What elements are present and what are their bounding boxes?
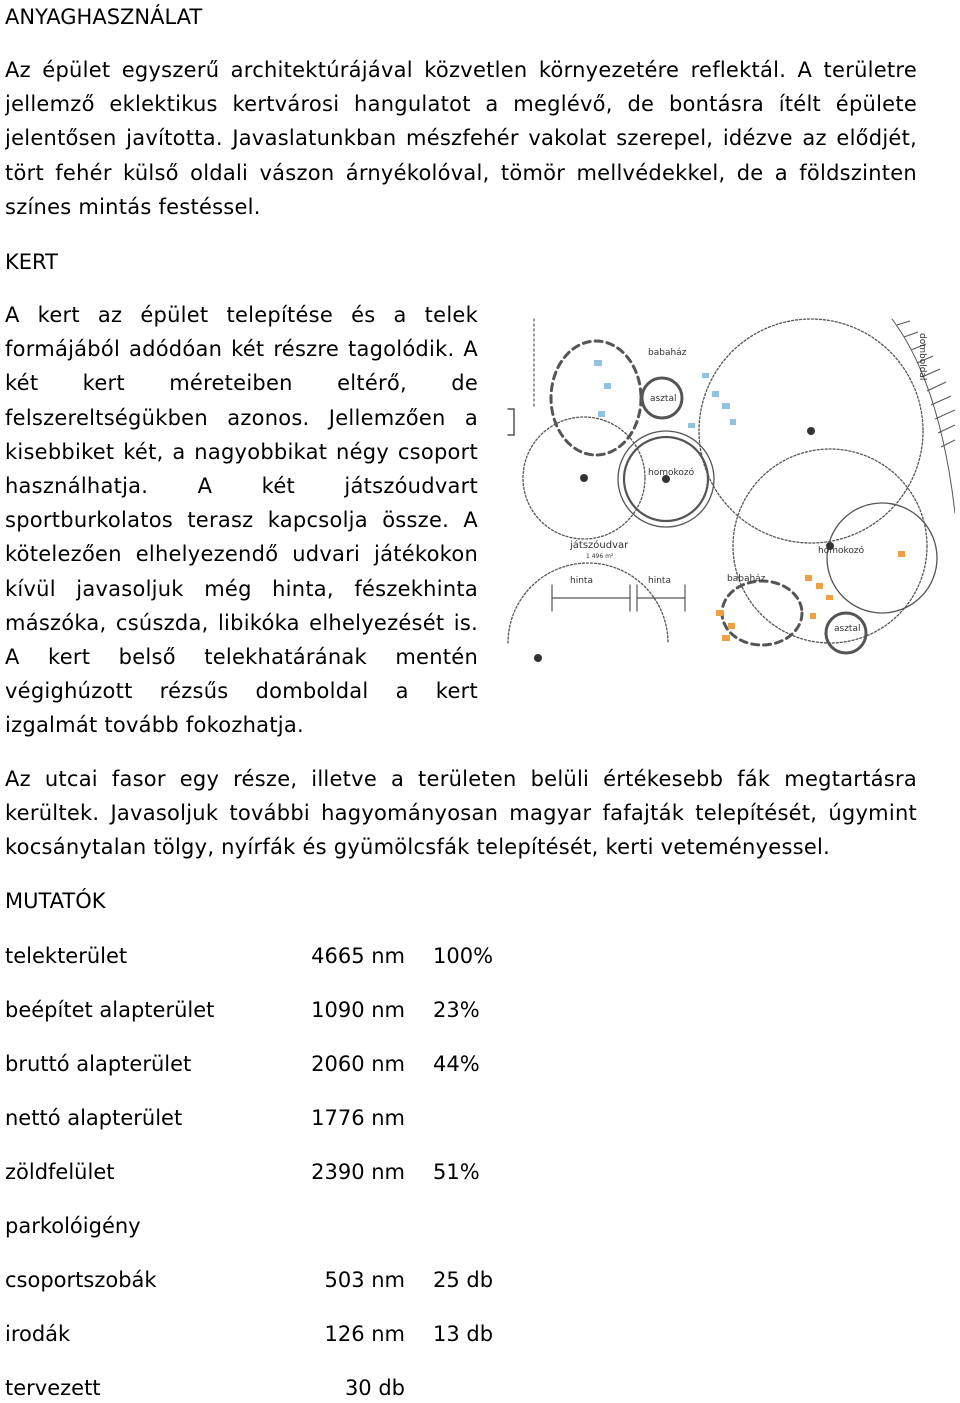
metric-row xyxy=(5,1373,605,1403)
metric-value: 126 nm xyxy=(324,1322,405,1346)
metric-label: zöldfelület xyxy=(5,1160,115,1184)
metric-value: 30 db xyxy=(344,1376,405,1400)
metric-label: parkolóigény xyxy=(5,1214,141,1238)
label-hinta-2: hinta xyxy=(648,576,671,586)
label-asztal-upper: asztal xyxy=(650,394,677,404)
text-line: használhatja. A két játszóudvart xyxy=(5,473,478,498)
text-line: felszereltségükben azonos. Jellemzően a xyxy=(5,405,478,430)
tree-canopy-bottom-left xyxy=(508,563,668,643)
plan-bracket xyxy=(508,409,514,435)
garden-paragraph xyxy=(5,298,478,742)
text-line: Az utcai fasor egy része, illetve a területen belüli értékesebb fák megtartásra xyxy=(5,767,917,791)
metric-row xyxy=(5,1319,605,1349)
heading-garden: KERT xyxy=(5,250,58,274)
text-line: Az épület egyszerű architektúrájával közvetlen környezetére reflektál. A területre xyxy=(5,58,917,82)
text-line: A kert az épület telepítése és a telek xyxy=(5,303,478,327)
metric-extra: 100% xyxy=(433,944,494,968)
metric-row xyxy=(5,995,605,1025)
metric-label: beépítet alapterület xyxy=(5,998,215,1022)
metric-row xyxy=(5,1049,605,1079)
label-asztal-lower: asztal xyxy=(834,624,861,634)
metric-row xyxy=(5,1103,605,1133)
metric-extra: 13 db xyxy=(433,1322,494,1346)
babahaz-oval-lower xyxy=(722,581,802,645)
trees-paragraph xyxy=(5,762,917,865)
metric-label: telekterület xyxy=(5,944,128,968)
metric-value: 1776 nm xyxy=(311,1106,405,1130)
label-domboldal: domboldal xyxy=(917,333,927,381)
text-line: jellemző eklektikus kertvárosi hangulatot a meglévő, de bontásra ítélt épülete xyxy=(5,92,917,117)
text-line: kívül javasoljuk még hinta, fészekhinta xyxy=(5,576,478,601)
text-line: színes mintás festéssel. xyxy=(5,194,261,219)
metric-extra: 51% xyxy=(433,1160,480,1184)
heading-material: ANYAGHASZNÁLAT xyxy=(5,5,203,29)
label-jatszoudvar-area: 1 496 m² xyxy=(586,553,614,560)
metric-extra: 44% xyxy=(433,1052,480,1076)
text-line: végighúzott rézsűs domboldal a kert xyxy=(5,679,478,704)
text-line: sportburkolatos terasz kapcsolja össze. A xyxy=(5,508,478,533)
label-babahaz-lower: babaház xyxy=(727,574,766,584)
metric-value: 4665 nm xyxy=(311,944,405,968)
metric-row xyxy=(5,1265,605,1295)
heading-metrics: MUTATÓK xyxy=(5,889,106,913)
text-line: A kert belső telekhatárának mentén xyxy=(5,644,478,669)
metric-row xyxy=(5,1211,605,1241)
text-line: kocsánytalan tölgy, nyírfák és gyümölcsfák telepítését, kerti veteményessel. xyxy=(5,835,831,860)
homokozo-lower-outer xyxy=(827,503,937,613)
label-homokozo-upper: homokozó xyxy=(648,468,695,478)
label-babahaz-upper: babaház xyxy=(648,348,687,358)
text-line: mászóka, csúszda, libikóka elhelyezését is. xyxy=(5,610,478,635)
text-line: izgalmát tovább fokozhatja. xyxy=(5,713,304,738)
metric-label: nettó alapterület xyxy=(5,1106,183,1130)
text-line: tört fehér külső oldali vászon árnyékolóval, tömör mellvédekkel, de a földszinten xyxy=(5,160,917,185)
text-line: jelentősen javította. Javaslatunkban mészfehér vakolat szerepel, idézve az elődjét, xyxy=(5,126,917,151)
metric-value: 2060 nm xyxy=(311,1052,405,1076)
playground-site-plan xyxy=(500,313,955,685)
metric-extra: 25 db xyxy=(433,1268,494,1292)
text-line: két kert méreteiben eltérő, de xyxy=(5,371,478,396)
label-homokozo-lower: homokozó xyxy=(818,546,865,556)
babahaz-oval-upper xyxy=(551,341,641,455)
text-line: formájából adódóan két részre tagolódik. A xyxy=(5,337,478,362)
metric-label: tervezett xyxy=(5,1376,101,1400)
text-line: kisebbiket két, a nagyobbikat négy csoport xyxy=(5,439,478,464)
text-line: kötelezően elhelyezendő udvari játékokon xyxy=(5,542,478,567)
label-jatszoudvar: játszóudvar xyxy=(570,540,629,551)
metric-row xyxy=(5,941,605,971)
metric-row xyxy=(5,1157,605,1187)
metric-extra: 23% xyxy=(433,998,480,1022)
metric-label: bruttó alapterület xyxy=(5,1052,192,1076)
material-paragraph xyxy=(5,53,917,224)
metric-value: 503 nm xyxy=(324,1268,405,1292)
metric-value: 2390 nm xyxy=(311,1160,405,1184)
swing-frames xyxy=(552,585,685,611)
metric-value: 1090 nm xyxy=(311,998,405,1022)
metric-label: csoportszobák xyxy=(5,1268,157,1292)
label-hinta-1: hinta xyxy=(570,576,593,586)
metric-label: irodák xyxy=(5,1322,71,1346)
text-line: kerültek. Javasoljuk további hagyományosan magyar fafajták telepítését, úgymint xyxy=(5,801,917,826)
children-figures-orange xyxy=(716,551,905,641)
